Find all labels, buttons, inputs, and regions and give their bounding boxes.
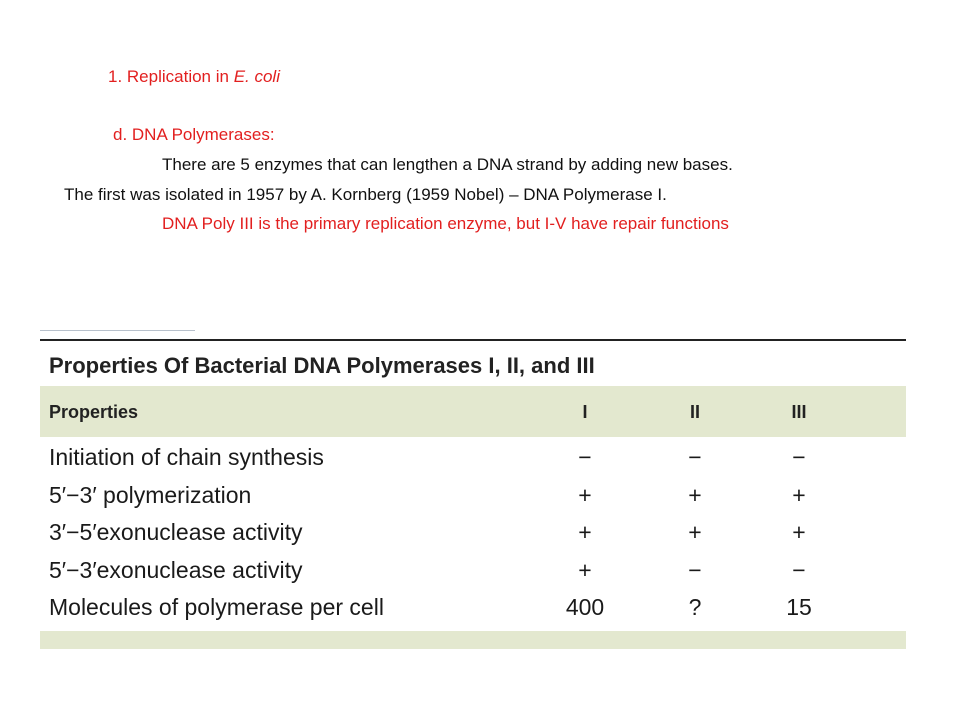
row-label: Molecules of polymerase per cell — [49, 594, 384, 620]
header-pol-1: I — [582, 402, 588, 422]
table-row — [40, 516, 906, 554]
cell-pol-2: − — [688, 557, 702, 583]
note-line-1: There are 5 enzymes that can lengthen a DNA strand by adding new bases. — [162, 155, 733, 174]
table-footer-band — [40, 631, 906, 649]
cell-pol-1: + — [578, 557, 592, 583]
cell-pol-1: − — [578, 444, 592, 470]
section-heading — [108, 68, 280, 85]
note-line-2: The first was isolated in 1957 by A. Kornberg (1959 Nobel) – DNA Polymerase I. — [64, 185, 667, 204]
header-pol-2: II — [689, 402, 700, 422]
cell-pol-1: + — [578, 519, 592, 545]
cell-pol-2: − — [688, 444, 702, 470]
table-header-row — [40, 386, 906, 437]
cell-pol-2: + — [688, 482, 702, 508]
note-line-3: DNA Poly III is the primary replication enzyme, but I-V have repair functions — [162, 214, 729, 233]
table-row — [40, 591, 906, 629]
row-label: 5′−3′ polymerization — [49, 482, 252, 508]
header-properties: Properties — [49, 402, 139, 422]
cell-pol-2: + — [688, 519, 702, 545]
cell-pol-3: − — [792, 557, 806, 583]
row-label: 5′−3′exonuclease activity — [49, 557, 303, 583]
row-label: 3′−5′exonuclease activity — [49, 519, 303, 545]
section-heading-organism: E. coli — [233, 67, 280, 86]
cell-pol-3: − — [792, 444, 806, 470]
cell-pol-1: 400 — [565, 594, 605, 620]
table-row — [40, 554, 906, 592]
table-title: Properties Of Bacterial DNA Polymerases I, II, and III — [49, 353, 595, 378]
subsection-heading: d. DNA Polymerases: — [113, 125, 275, 144]
table-row — [40, 479, 906, 517]
table-top-rule — [40, 339, 906, 341]
cell-pol-3: 15 — [786, 594, 812, 620]
section-heading-prefix: 1. Replication in — [108, 67, 234, 86]
header-pol-3: III — [791, 402, 807, 422]
decorative-divider — [40, 330, 195, 331]
polymerase-properties-table — [40, 339, 906, 649]
cell-pol-2: ? — [688, 594, 702, 620]
table-row — [40, 441, 906, 479]
cell-pol-1: + — [578, 482, 592, 508]
cell-pol-3: + — [792, 482, 806, 508]
cell-pol-3: + — [792, 519, 806, 545]
row-label: Initiation of chain synthesis — [49, 444, 324, 470]
